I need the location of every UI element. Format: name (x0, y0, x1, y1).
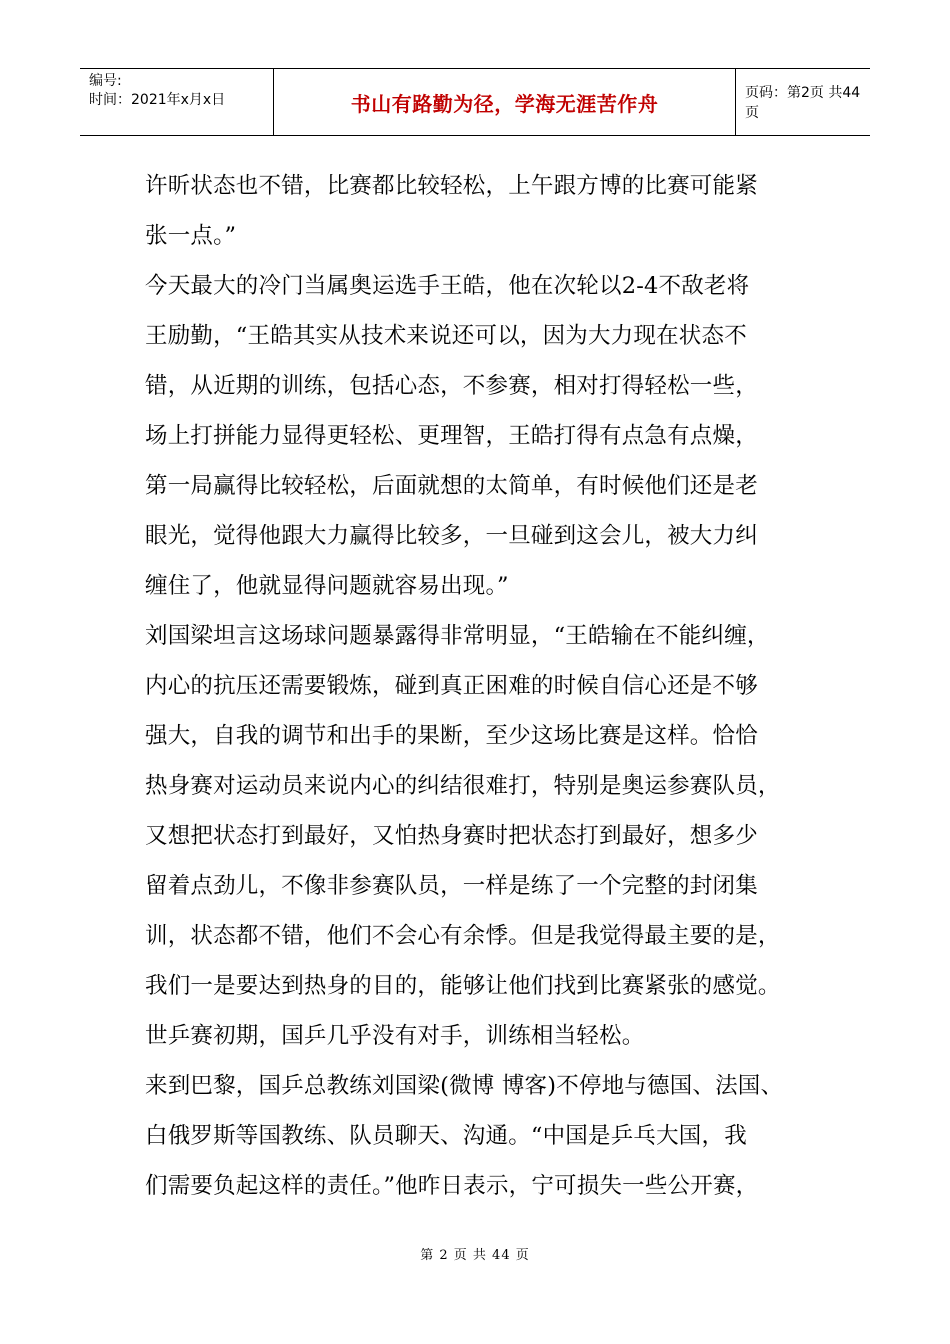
page-footer: 第 2 页 共 44 页 (420, 1248, 530, 1263)
body-line: 强大，自我的调节和出手的果断，至少这场比赛是这样。恰恰 (145, 723, 758, 749)
body-line: 张一点。” (145, 223, 237, 249)
body-line: 眼光，觉得他跟大力赢得比较多，一旦碰到这会儿，被大力纠 (145, 523, 758, 549)
header-meta (80, 69, 274, 135)
body-line: 们需要负起这样的责任。”他昨日表示，宁可损失一些公开赛， (145, 1173, 759, 1199)
body-line: 热身赛对运动员来说内心的纠结很难打，特别是奥运参赛队员， (145, 773, 781, 799)
header-page-label: 页码：第2页 共44页 (745, 85, 861, 121)
body-line: 今天最大的冷门当属奥运选手王皓，他在次轮以2-4不敌老将 (145, 273, 750, 299)
time-label: 时间：2021年x月x日 (89, 92, 226, 108)
body-line: 我们一是要达到热身的目的，能够让他们找到比赛紧张的感觉。 (145, 973, 781, 999)
body-line: 第一局赢得比较轻松，后面就想的太简单，有时候他们还是老 (145, 473, 758, 499)
body-line: 刘国梁坦言这场球问题暴露得非常明显，“王皓输在不能纠缠， (145, 623, 770, 649)
body-line: 内心的抗压还需要锻炼，碰到真正困难的时候自信心还是不够 (145, 673, 758, 699)
body-line: 场上打拼能力显得更轻松、更理智，王皓打得有点急有点燥， (145, 423, 758, 449)
body-line: 缠住了，他就显得问题就容易出现。” (145, 573, 509, 599)
body-line: 白俄罗斯等国教练、队员聊天、沟通。“中国是乒乓大国，我 (145, 1123, 747, 1149)
body-line: 留着点劲儿，不像非参赛队员，一样是练了一个完整的封闭集 (145, 873, 758, 899)
body-line: 错，从近期的训练，包括心态，不参赛，相对打得轻松一些， (145, 373, 758, 399)
body-line: 王励勤，“王皓其实从技术来说还可以，因为大力现在状态不 (145, 323, 747, 349)
body-line: 来到巴黎，国乒总教练刘国梁(微博 博客)不停地与德国、法国、 (145, 1073, 784, 1099)
body-line: 许昕状态也不错，比赛都比较轻松，上午跟方博的比赛可能紧 (145, 173, 758, 199)
serial-label: 编号: (89, 73, 122, 89)
page-header (80, 68, 870, 136)
body-line: 训，状态都不错，他们不会心有余悸。但是我觉得最主要的是， (145, 923, 781, 949)
body-line: 又想把状态打到最好，又怕热身赛时把状态打到最好，想多少 (145, 823, 758, 849)
header-motto: 书山有路勤为径，学海无涯苦作舟 (274, 69, 736, 135)
document-body (145, 161, 825, 1211)
body-line: 世乒赛初期，国乒几乎没有对手，训练相当轻松。 (145, 1023, 645, 1049)
